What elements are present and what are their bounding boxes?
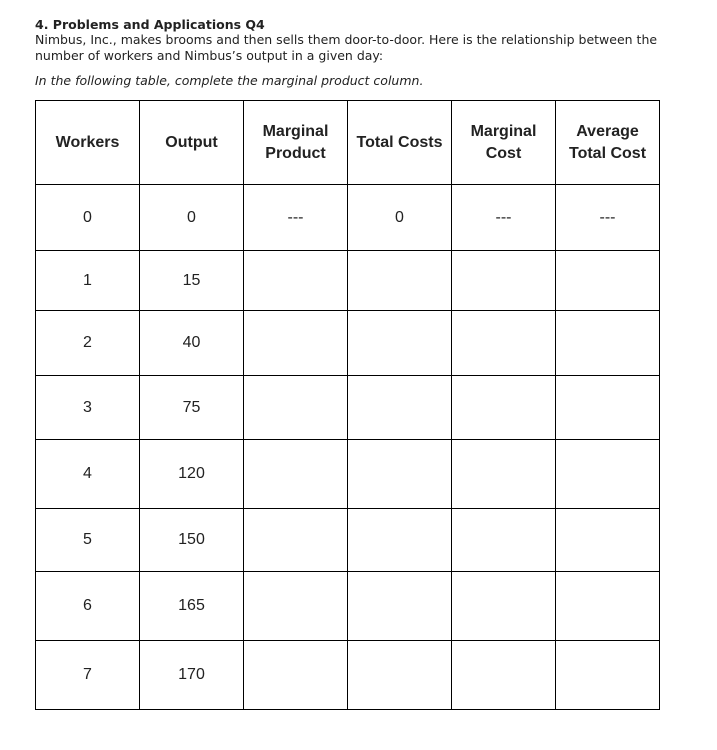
cell-output: 165: [140, 572, 244, 641]
cell-average-total-cost[interactable]: [556, 509, 660, 572]
cell-average-total-cost[interactable]: [556, 572, 660, 641]
header-total-costs: Total Costs: [348, 101, 452, 185]
table-row: [36, 641, 660, 710]
cell-total-costs[interactable]: [348, 509, 452, 572]
cell-marginal-cost[interactable]: [452, 311, 556, 376]
cell-workers: 2: [36, 311, 140, 376]
cell-average-total-cost[interactable]: [556, 376, 660, 440]
problem-intro: Nimbus, Inc., makes brooms and then sells them door-to-door. Here is the relationship between the number of workers and Nimbus’s output in a given day:: [35, 32, 658, 63]
cell-marginal-product[interactable]: [244, 440, 348, 509]
cell-marginal-cost: ---: [452, 185, 556, 251]
cell-total-costs: 0: [348, 185, 452, 251]
cell-marginal-product: ---: [244, 185, 348, 251]
table-row: [36, 251, 660, 311]
table-row: [36, 572, 660, 641]
cell-output: 150: [140, 509, 244, 572]
cell-output: 75: [140, 376, 244, 440]
cell-output: 120: [140, 440, 244, 509]
table-row: [36, 440, 660, 509]
header-average-total-cost: Average Total Cost: [556, 101, 660, 185]
cell-marginal-cost[interactable]: [452, 251, 556, 311]
cell-workers: 6: [36, 572, 140, 641]
cell-total-costs[interactable]: [348, 251, 452, 311]
header-output: Output: [140, 101, 244, 185]
cell-output: 0: [140, 185, 244, 251]
cell-workers: 0: [36, 185, 140, 251]
cell-workers: 4: [36, 440, 140, 509]
cell-marginal-product[interactable]: [244, 572, 348, 641]
cell-workers: 1: [36, 251, 140, 311]
cell-average-total-cost[interactable]: [556, 251, 660, 311]
cell-workers: 7: [36, 641, 140, 710]
cell-workers: 5: [36, 509, 140, 572]
problem-instruction: In the following table, complete the marginal product column.: [35, 73, 424, 88]
cell-total-costs[interactable]: [348, 572, 452, 641]
cell-marginal-cost[interactable]: [452, 641, 556, 710]
table-row: [36, 311, 660, 376]
table-row: [36, 185, 660, 251]
cell-total-costs[interactable]: [348, 440, 452, 509]
cell-workers: 3: [36, 376, 140, 440]
cell-marginal-product[interactable]: [244, 641, 348, 710]
header-row: [36, 101, 660, 185]
cell-output: 15: [140, 251, 244, 311]
cell-average-total-cost[interactable]: [556, 641, 660, 710]
cell-marginal-product[interactable]: [244, 311, 348, 376]
problem-heading: 4. Problems and Applications Q4: [35, 17, 265, 32]
cell-marginal-cost[interactable]: [452, 572, 556, 641]
header-workers: Workers: [36, 101, 140, 185]
cell-total-costs[interactable]: [348, 641, 452, 710]
cell-total-costs[interactable]: [348, 376, 452, 440]
header-marginal-product: Marginal Product: [244, 101, 348, 185]
cell-output: 170: [140, 641, 244, 710]
cost-table: [35, 100, 660, 710]
cell-total-costs[interactable]: [348, 311, 452, 376]
header-marginal-cost: Marginal Cost: [452, 101, 556, 185]
cell-average-total-cost: ---: [556, 185, 660, 251]
cell-marginal-cost[interactable]: [452, 509, 556, 572]
table-row: [36, 376, 660, 440]
cell-marginal-cost[interactable]: [452, 440, 556, 509]
table-row: [36, 509, 660, 572]
cell-marginal-cost[interactable]: [452, 376, 556, 440]
cell-average-total-cost[interactable]: [556, 440, 660, 509]
cell-output: 40: [140, 311, 244, 376]
cell-marginal-product[interactable]: [244, 251, 348, 311]
cell-marginal-product[interactable]: [244, 376, 348, 440]
cell-average-total-cost[interactable]: [556, 311, 660, 376]
cell-marginal-product[interactable]: [244, 509, 348, 572]
